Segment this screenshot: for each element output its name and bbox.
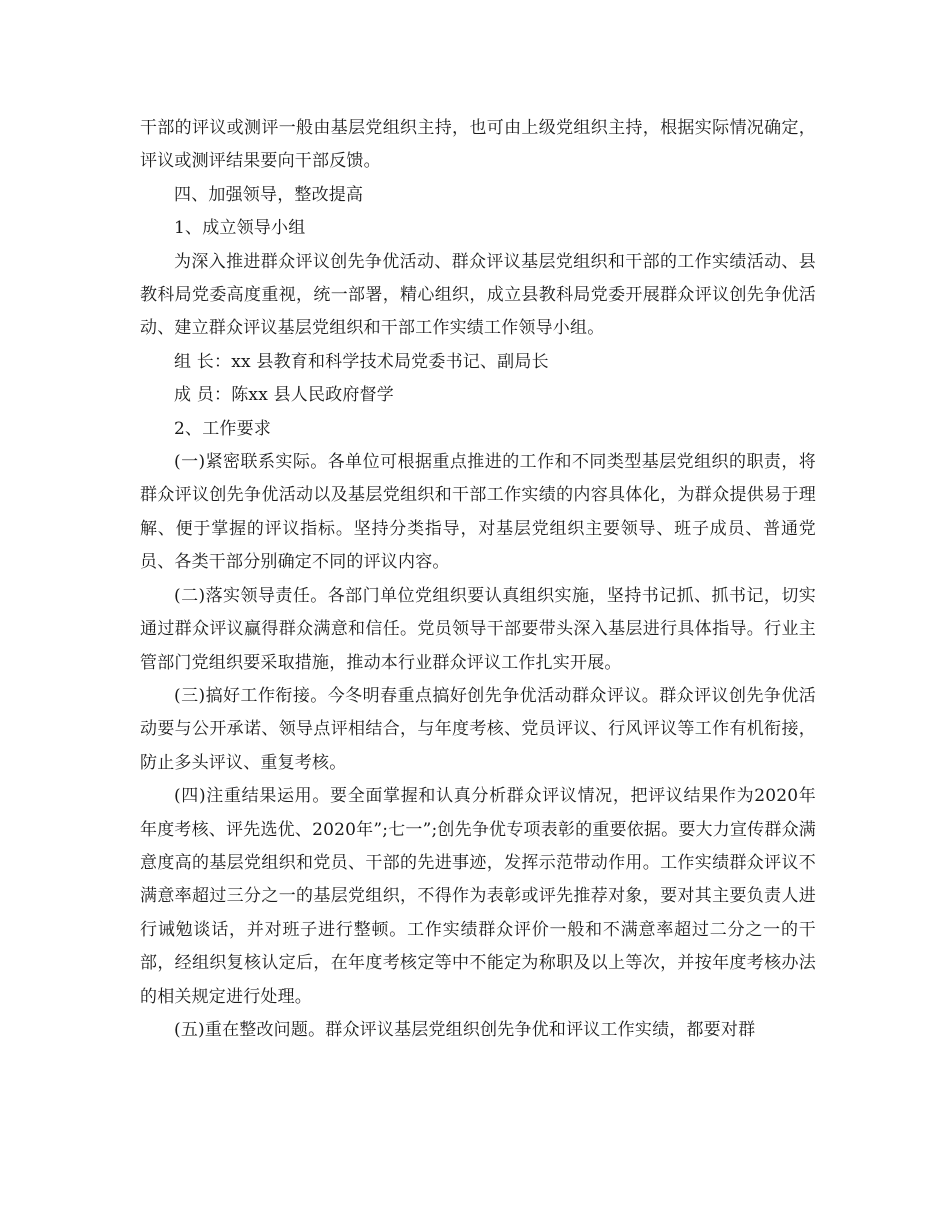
heading-section-four: 四、加强领导，整改提高: [174, 184, 364, 205]
paragraph-group-leader: 组 长：xx 县教育和科学技术局党委书记、副局长: [174, 351, 549, 372]
paragraph-requirement-1: (一)紧密联系实际。各单位可根据重点推进的工作和不同类型基层党组织的职责，将群众评议创先争优活动以及基层党组织和干部工作实绩的内容具体化，为群众提供易于理解、便于掌握的评议指标。坚持分类指导，对基层党组织主要领导、班子成员、普通党员、各类干部分别确定不同的评议内容。: [140, 452, 816, 573]
paragraph-requirement-2: (二)落实领导责任。各部门单位党组织要认真组织实施，坚持书记抓、抓书记，切实通过群众评议赢得群众满意和信任。党员领导干部要带头深入基层进行具体指导。行业主管部门党组织要采取措施，推动本行业群众评议工作扎实开展。: [140, 585, 816, 673]
heading-work-requirements: 2、工作要求: [174, 418, 272, 439]
paragraph-requirement-3: (三)搞好工作衔接。今冬明春重点搞好创先争优活动群众评议。群众评议创先争优活动要与公开承诺、领导点评相结合，与年度考核、党员评议、行风评议等工作有机衔接，防止多头评议、重复考核。: [140, 685, 816, 773]
paragraph-cadre-evaluation: 干部的评议或测评一般由基层党组织主持，也可由上级党组织主持，根据实际情况确定，评议或测评结果要向干部反馈。: [140, 118, 816, 172]
paragraph-group-member: 成 员：陈xx 县人民政府督学: [174, 385, 394, 406]
paragraph-requirement-4: (四)注重结果运用。要全面掌握和认真分析群众评议情况，把评议结果作为2020年年度考核、评先选优、2020年”;七一”;创先争优专项表彰的重要依据。要大力宣传群众满意度高的基层党组织和党员、干部的先进事迹，发挥示范带动作用。工作实绩群众评议不满意率超过三分之一的基层党组织，不得作为表彰或评先推荐对象，要对其主要负责人进行诫勉谈话，并对班子进行整顿。工作实绩群众评价一般和不满意率超过二分之一的干部，经组织复核认定后，在年度考核定等中不能定为称职及以上等次，并按年度考核办法的相关规定进行处理。: [140, 786, 816, 1007]
paragraph-leading-group: 为深入推进群众评议创先争优活动、群众评议基层党组织和干部的工作实绩活动、县教科局党委高度重视，统一部署，精心组织，成立县教科局党委开展群众评议创先争优活动、建立群众评议基层党组织和干部工作实绩工作领导小组。: [140, 251, 816, 339]
document-body: [140, 112, 816, 1047]
paragraph-requirement-5: (五)重在整改问题。群众评议基层党组织创先争优和评议工作实绩，都要对群: [174, 1019, 756, 1040]
heading-leading-group: 1、成立领导小组: [174, 218, 306, 239]
